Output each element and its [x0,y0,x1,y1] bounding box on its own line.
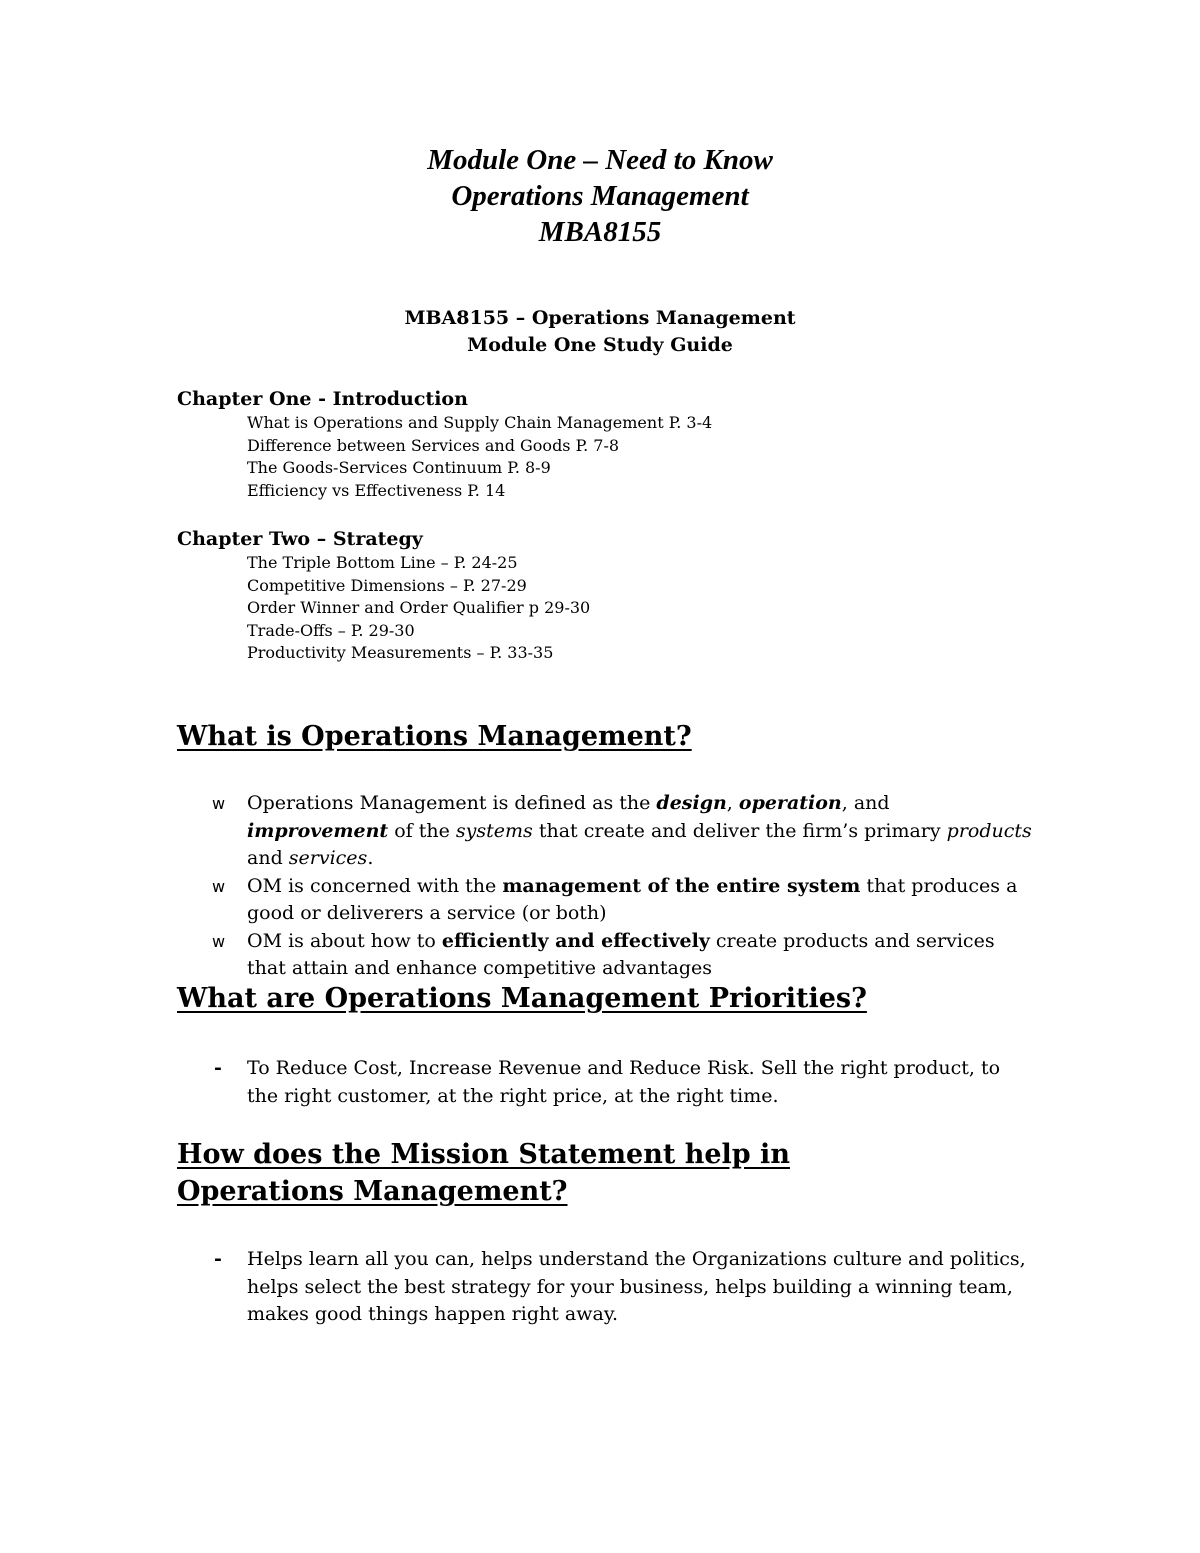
list-item: The Triple Bottom Line – P. 24-25 [247,553,518,572]
chapter-one [177,386,712,502]
bullet-icon: w [212,876,226,896]
bullet-text: of the [388,819,456,842]
list-item: Efficiency vs Effectiveness P. 14 [247,480,506,500]
list-item: Trade-Offs – P. 29-30 [247,620,415,640]
list-item [212,928,1032,983]
emphasis-text: operation [738,792,842,814]
bullet-text: and [247,847,289,869]
chapter-topic-list [177,412,712,502]
emphasis-text: design [656,792,727,814]
chapter-heading: Chapter Two – Strategy [177,528,423,550]
om-definition-list [212,790,1032,983]
chapter-heading: Chapter One - Introduction [177,388,468,410]
section-heading-mission-statement: How does the Mission Statement help in Operations Management? [177,1139,790,1207]
document-title [0,142,1200,250]
list-item: Order Winner and Order Qualifier p 29-30 [247,598,591,618]
chapter-topic-list [177,552,590,665]
bullet-text: OM is about how to [247,929,442,952]
emphasis-text: efficiently and effectively [441,929,710,952]
priorities-list [212,1055,1032,1110]
list-item [212,873,1032,928]
emphasis-text: products [946,819,1032,842]
list-item [212,790,1032,873]
bullet-text: To Reduce Cost, Increase Revenue and Reduce Risk. Sell the right product, to the right customer, at the right price, at the right time. [247,1057,1001,1107]
list-item: What is Operations and Supply Chain Management P. 3-4 [247,413,713,432]
list-item: The Goods-Services Continuum P. 8-9 [247,458,551,478]
bullet-text: create products and services that attain and enhance competitive advantages [247,929,995,979]
emphasis-text: management of the entire system [502,874,861,897]
bullet-text: that produces a good or deliverers a service (or both) [247,874,1018,924]
bullet-text: Helps learn all you can, helps understand the Organizations culture and politics, helps select the best strategy for your business, helps building a winning team, makes good things happen right away. [247,1248,1026,1325]
list-item: Competitive Dimensions – P. 27-29 [247,575,527,595]
section-heading-priorities: What are Operations Management Priorities? [177,983,867,1014]
bullet-text: , and [841,792,890,814]
bullet-text: . [367,847,374,869]
subtitle-line-1: MBA8155 – Operations Management [404,307,796,329]
list-item [212,1055,1032,1110]
bullet-text: OM is concerned with the [247,874,503,897]
dash-bullet-icon: - [214,1057,222,1079]
emphasis-text: improvement [247,819,389,842]
list-item [212,1246,1032,1329]
dash-bullet-icon: - [214,1248,222,1270]
chapter-two [177,526,590,665]
list-item: Productivity Measurements – P. 33-35 [247,643,554,663]
title-line-2: Operations Management [451,180,749,212]
study-guide-header [0,305,1200,359]
subtitle-line-2: Module One Study Guide [467,334,733,356]
bullet-text: , [726,792,739,814]
section-heading-what-is-om: What is Operations Management? [177,721,692,752]
bullet-icon: w [212,931,226,951]
title-line-3: MBA8155 [538,216,662,248]
mission-list [212,1246,1032,1329]
bullet-icon: w [212,794,226,813]
emphasis-text: systems [455,819,533,842]
title-line-1: Module One – Need to Know [427,144,773,176]
emphasis-text: services [288,847,368,869]
bullet-text: Operations Management is defined as the [247,792,657,814]
bullet-text: that create and deliver the firm’s primary [532,819,947,842]
list-item: Difference between Services and Goods P. 7-8 [247,435,620,455]
